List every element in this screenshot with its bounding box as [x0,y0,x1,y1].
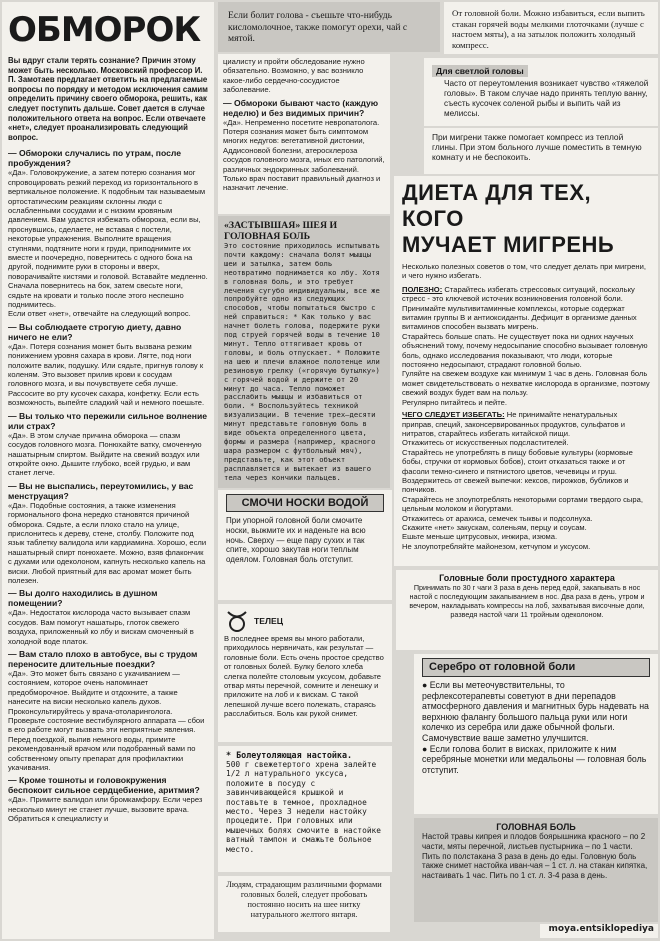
amber-tip [218,876,390,932]
avoid-text: Не принимайте ненатуральных приправ, специй, законсервированных продуктов, сульфатов и нитратов, старайтесь избегать китайской пищи. [402,410,626,438]
hot-water-text: От головной боли. Можно избавиться, если выпить стакан горячей воды мелкими глоточками (лучше с настоем мяты), а на затылок положить холодный компресс. [452,8,645,50]
stiff-neck-title: «ЗАСТЫВШАЯ» ШЕЯ И ГОЛОВНАЯ БОЛЬ [224,220,338,242]
answer-6: «Да». Это может быть связано с укачиванием — состоянием, которое очень напоминает предобморочное. Выйдите и отдохните, а также нанесите на виски несколько капель духов. Проконсультируйтесь у врача-отоларинголога. Проверьте состояние вестибулярного аппарата — сбои в его работе могут вызвать эти неприятные явления. Перед поездкой, выпив немного воды, примите рекомендованный врачом или подобранный вами по собственному опыту препарат для профилактики укачивания. [8,669,205,773]
silver-text-2: ● Если голова болит в висках, приложите к ним серебряные монетки или медальоны — головная боль отступит. [422,743,647,775]
clear-head-clipping [424,58,658,126]
useful-item-eat: Регулярно питайтесь и пейте. [402,397,507,407]
fainting-title: ОБМОРОК [8,10,201,50]
useful-text: Старайтесь избегать стрессовых ситуаций, поскольку стресс - это ключевой источник возникновения головной боли. [402,284,635,304]
migraine-clay-text: При мигрени также помогает компресс из теплой глины. При этом больного лучше поместить в темную комнату и не беспокоить. [432,132,642,162]
sour-milk-text: Если болит голова - съешьте что-нибудь кисломолочное, также помогут орехи, чай с мятой. [228,10,408,45]
answer-4: «Да». Подобные состояния, а также изменения гормонального фона нередко становятся причиной обморока. Сядьте, а если плохо стало на улице, прислонитесь к дереву, стене, столбу. Положите под язык таблетку валидола или кардиамина. Хорошо, если нашатырный спирт понюхаете. Можно, взяв флакончик с духами или одеколоном, капнуть несколько капель на виски. Любой приятный для вас аромат может быть полезен. [8,500,207,585]
question-5: — Вы долго находились в душном помещении? [8,588,158,609]
migraine-diet-article [394,176,658,566]
tincture-title: * Болеутоляющая настойка. [226,750,353,760]
avoid-item-snacks: Скажите «нет» закускам, соленьям, перцу и соусам. [402,522,587,532]
wet-socks-clipping [218,490,392,600]
headache-herbs-clipping [414,818,658,922]
fainting-continuation [218,54,390,214]
diet-title-line-2: МУЧАЕТ МИГРЕНЬ [402,232,615,257]
clear-head-title: Для светлой головы [436,66,524,76]
wet-socks-title: СМОЧИ НОСКИ ВОДОЙ [241,497,369,509]
wet-socks-text: При упорной головной боли смочите носки, выжмите их и наденьте на всю ночь. Сверху — еще пару сухих и так спите, хорошо закутав ноги теплым одеялом. Головная боль отступит. [226,516,366,565]
tincture-clipping [218,746,392,872]
avoid-label: ЧЕГО СЛЕДУЕТ ИЗБЕГАТЬ: [402,410,505,420]
taurus-title: ТЕЛЕЦ [254,616,284,626]
avoid-item-nuts: Откажитесь от арахиса, семечек тыквы и подсолнуха. [402,513,593,523]
avoid-item-cheese: Старайтесь не злоупотреблять некоторыми сортами твердого сыра, цельным молоком и йогуртами. [402,494,643,514]
clear-head-text: Часто от переутомления возникает чувство «тяжелой головы». В таком случае надо принять теплую ванну, съесть кусочек соленой рыбы и выпить чай из мелиссы. [444,79,649,118]
answer-5: «Да». Недостаток кислорода часто вызывает спазм сосудов. Вам помогут нашатырь, глоток свежего воздуха, приложенный ко лбу и вискам смоченный в холодной воде платок. [8,608,194,646]
taurus-clipping [218,604,392,742]
question-6: — Вам стало плохо в автобусе, вы с трудом переносите длительные поездки? [8,649,198,669]
useful-item-vitamins: Принимайте мультивитаминные комплексы, которые содержат витамин группы В и антиоксиданты. Дефицит в организме данных витаминов способен вызвать мигрень. [402,303,637,332]
migraine-clay-tip [424,128,658,174]
answer-7: «Да». Примите валидол или бромкамфору. Если через несколько минут не станет лучше, вызовите врача. Обратиться к специалисту и [8,795,203,824]
answer-2: «Да». Потеря сознания может быть вызвана резким понижением уровня сахара в крови. Лягте, под ноги положите валик, подушку. Или сядьте, пригнув голову к коленям. Это вызовет прилив крови к сосудам головного мозга, и вы почувствуете себя лучше. Рассосите во рту кусочек сахара, конфетку. Если есть возможность, выпейте сладкий чай и немного поешьте. [8,341,205,408]
question-8: — Обмороки бывают часто (каждую неделю) и без видимых причин? [223,97,379,118]
silver-clipping [414,654,658,814]
avoid-item-sweeteners: Откажитесь от искусственных подсластителей. [402,438,569,448]
site-watermark: moya.entsiklopediya [540,924,658,938]
fainting-clipping [2,2,214,939]
answer-3: «Да». В этом случае причина обморока — спазм сосудов головного мозга. Понюхайте ватку, смоченную нашатырным спиртом. Выйдите на свежий воздух или откройте окно. Дышите глубоко, всей грудью, и вам станет легче. [8,430,202,478]
specialist-text: циалисту и пройти обследование нужно обязательно. Возможно, у вас возникло какое-либо сердечно-сосудистое заболевание. [223,57,365,95]
avoid-item-beans: Старайтесь не употреблять в пищу бобовые культуры (кормовые бобы, стручки от кормовых бобов), стоит отказаться также и от фасоли темно-синего и пятнистого цветов, чечевицы и груш. [402,447,633,476]
diet-title-line-1: ДИЕТА ДЛЯ ТЕХ, КОГО [402,180,592,231]
headache-herbs-text: Настой травы кипрея и плодов боярышника красного – по 2 части, мяты перечной, листьев пустырника – по 1 части. Пить по полстакана 3 раза в день до еды. Головную боль также снимет настойка иван-чая – 1 ст. л. на стакан кипятка, настаивать 1 час. Пить по 1 ст. л. 3-4 раза в день. [422,832,648,881]
silver-title-box [422,658,650,677]
wet-socks-title-box [226,494,384,512]
tincture-text: 500 г свежетертого хрена залейте 1/2 л натурального уксуса, положите в посуду с завинчивающейся крышкой и поставьте в темное, прохладное место. Через 3 недели настойку процедите. При головных или мышечных болях смочите в настойке ватный тампон и смажьте больное место. [226,760,381,854]
answer-1: «Да». Головокружение, а затем потерю сознания мог спровоцировать резкий переход из горизонтального в вертикальное положение. К подобным так называемым ортостатическим реакциям склонны люди с ослабленными сосудами и с низким кровяным давлением. Вам удастся избежать обморока, если вы, проснувшись, сделаете, не вставая с постели, некоторые упражнения. Выполните вращения ступнями, подтяните ноги к груди, приподнимите их вместе и поочередно, повернитесь с одного бока на другой, поднимите руки в стороны и вверх, поворачивайте кистями и головой. Вставайте медленно. Сначала повернитесь на бок, затем свесьте ноги, сядьте на кровати и только после этого неспешно поднимитесь. [8,168,208,310]
taurus-zodiac-icon [224,608,250,634]
useful-item-walk: Гуляйте на свежем воздухе как минимум 1 час в день. Головная боль может свидетельствовать о нехватке кислорода в организме, поэтому свежий воздух будет вам на пользу. [402,369,650,398]
silver-text-1: ● Если вы метеочувствительны, то рефлексотерапевты советуют в дни перепадов атмосферного давления и магнитных бурь надевать на верхнюю фалангу большого пальца руки или ноги колечко из серебра или даже обычной фольги. Самочувствие ваше заметно улучшится. [422,680,649,743]
useful-item-sleep: Старайтесь больше спать. Не существует пока ни одних научных объяснений тому, почему недосыпание способно вызывает головную боль, однако исследования показывают, что люди, которые постоянно недосыпают, страдают головной болью. [402,331,648,370]
amber-text: Людям, страдающим различными формами головных болей, следует пробовать постоянно носить на шее нитку натурального желтого янтаря. [226,880,382,919]
stiff-neck-text: Это состояние приходилось испытывать почти каждому: сначала болят мышцы шеи и затылка, затем боль неотвратимо поднимается ко лбу. Хотя в головная боль, и это требует лечения сугубо индивидуальны, все же попробуйте одно из следующих способов, чтобы попытаться быстро с ней справиться: * Как только у вас начнет болеть голова, подержите руки под струей горячей воды в течение 10 минут. Тепло оттягивает кровь от головы, и боль отпускает. * Положите на шею и плечи влажное полотенце или резиновую грелку («горячую бутылку») с горячей водой и держите от 20 минут до часа. Тепло поможет расслабить мышцы и избавиться от боли. * Воспользуйтесь техникой визуализации. В течение трех–десяти минут представьте головную боль в виде объекта определенного цвета, формы и размера (например, красного шара размером с футбольный мяч), представьте, как этот объект расплавляется и вытекает из вашего тела через кончики пальцев. [224,241,380,482]
diet-subtitle: Несколько полезных советов о том, что следует делать при мигрени, и чего нужно избегать. [402,262,646,281]
silver-title: Серебро от головной боли [429,661,576,673]
question-3: — Вы только что пережили сильное волнение или страх? [8,410,208,431]
answer-8: «Да». Непременно посетите невропатолога. Потеря сознания может быть симптомом многих недугов: вегетативной дистонии, Аддисоновой болезни, атеросклероза сосудов головного мозга, иных его патологий, различных эндокринных заболеваний. Только врач поставит правильный диагноз и назначит лечение. [223,117,385,193]
question-7: — Кроме тошноты и головокружения беспокоит сильное сердцебиение, аритмия? [8,775,200,796]
avoid-item-pastry: Воздержитесь от свежей выпечки: кексов, пирожков, бубликов и пончиков. [402,475,629,495]
cold-headache-text: Принимать по 30 г чаги 3 раза в день перед едой, закапывать в нос настой с последующим закапыванием в нос. Два раза в день, утром и вечером, накладывать компрессы на лоб, захватывая височные доли, разведя настой чаги 11 тройным одеколоном. [409,583,645,619]
question-2: — Вы соблюдаете строгую диету, давно ничего не ели? [8,321,182,342]
useful-label: ПОЛЕЗНО: [402,284,443,294]
question-1: — Обмороки случались по утрам, после пробуждения? [8,148,182,169]
question-4: — Вы не выспались, переутомились, у вас менструация? [8,480,194,501]
taurus-text: В последнее время вы много работали, приходилось нервничать, как результат — головные боли. Есть очень простое средство от головных болей. Булку белого хлеба слегка полейте столовым уксусом, добавьте отвар мяты перечной, сомните и ленешку и приложите на лоб и к вискам. С такой лепешкой лучше всего полежать, стараясь расслабиться. Боль как рукой снимет. [224,634,384,719]
avoid-item-mayonnaise: Не злоупотребляйте майонезом, кетчупом и уксусом. [402,541,591,551]
answer-1-note: Если ответ «нет», отвечайте на следующий вопрос. [8,309,191,319]
sour-milk-tip [218,2,440,52]
clear-head-title-box [432,65,528,77]
avoid-item-citrus: Ешьте меньше цитрусовых, инжира, изюма. [402,532,558,542]
stiff-neck-clipping [218,216,390,488]
cold-headache-title: Головные боли простудного характера [439,573,615,583]
headache-herbs-title: ГОЛОВНАЯ БОЛЬ [496,822,576,832]
fainting-intro: Вы вдруг стали терять сознание? Причин этому может быть несколько. Московский профессор И. П. Замотаев предлагает ответить на предлагаемые вопросы по порядку и методом исключения самим определить причину своего обморока, решить, как следует поступить дальше. Совет дается в случае положительного ответа на вопрос. Если отвечаете «нет», следует проанализировать следующий вопрос. [8,56,208,142]
cold-headache-clipping [396,570,658,650]
hot-water-tip [444,2,658,54]
